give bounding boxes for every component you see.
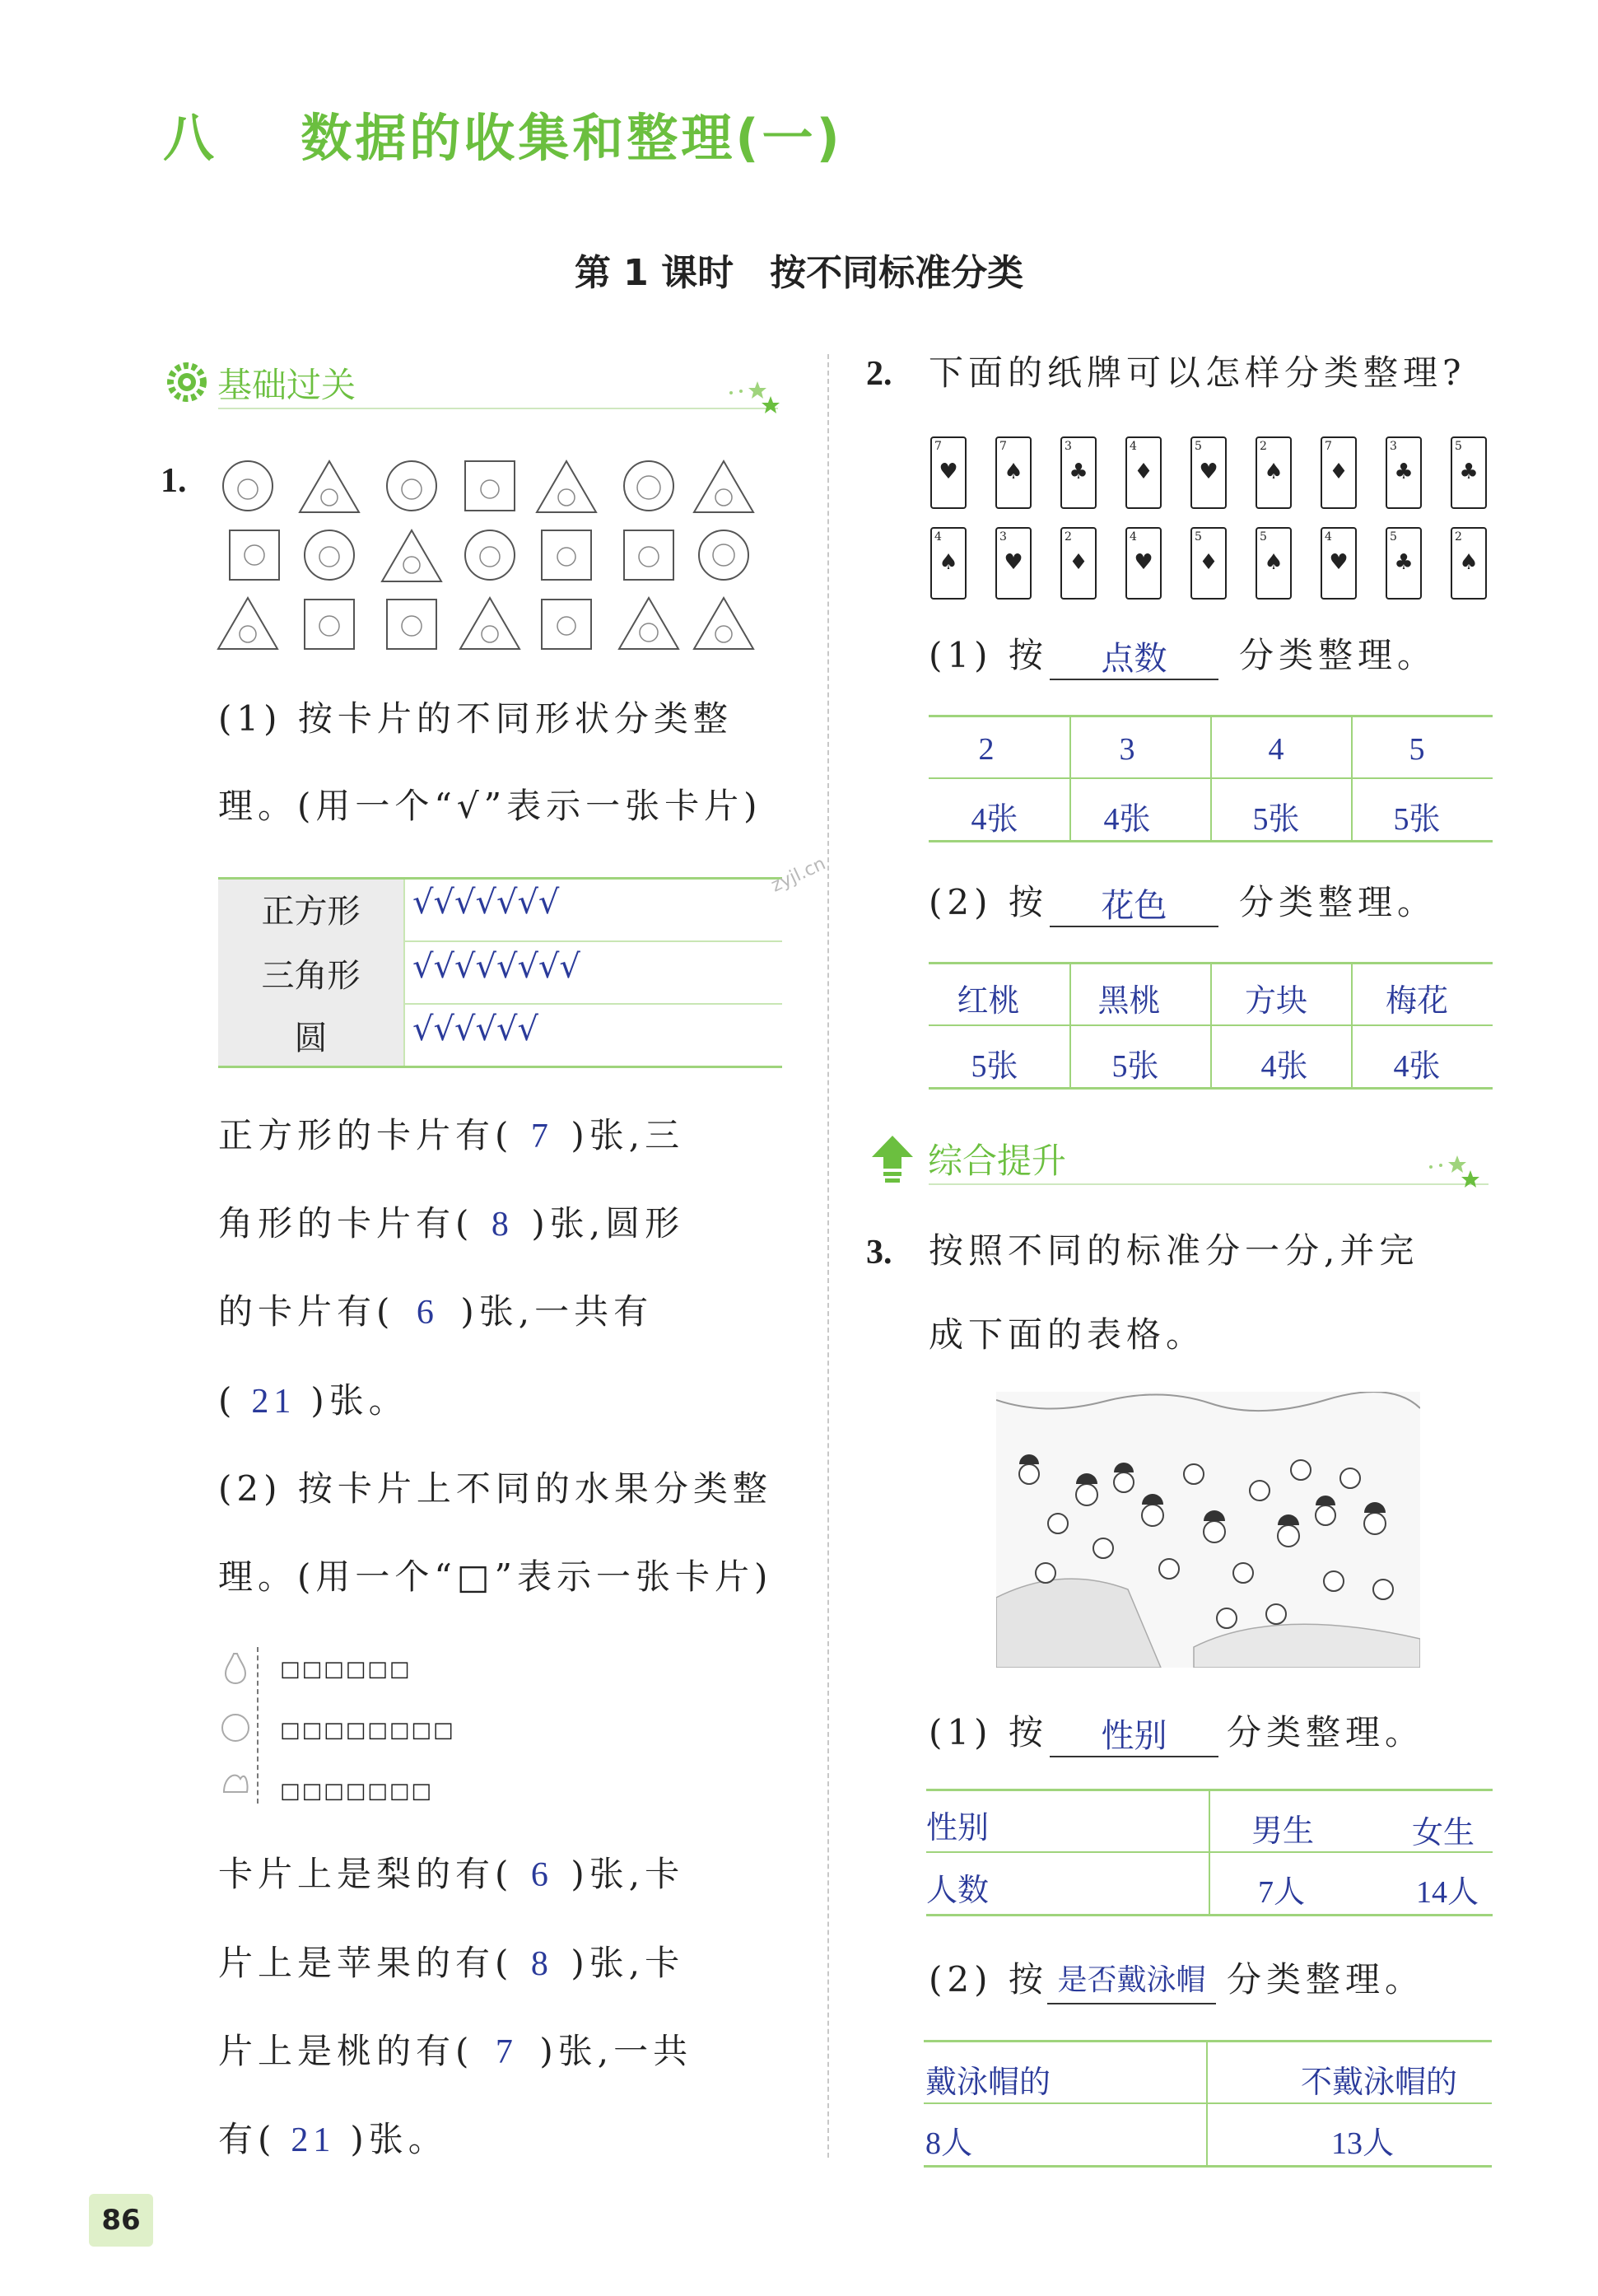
table-shape-square: 正方形 [261,893,361,931]
q2-suits-table [929,962,1493,1090]
square-card [305,600,354,649]
answer-pear-count: 6 [530,1856,553,1894]
square-card [465,461,515,511]
table-marks-square: √√√√√√√ [412,884,560,922]
playing-card [1060,527,1097,600]
female-count: 14人 [1416,1875,1479,1910]
card-rank: 7 [934,440,942,453]
bulb-arrow-icon [869,1132,916,1185]
card-suit-icon: ♣ [1394,460,1414,484]
playing-card [1190,436,1227,509]
points-header-3: 3 [1119,732,1135,767]
swimming-illustration [996,1392,1420,1668]
section-basic-title: 基础过关 [217,365,356,405]
q3-part1-pre: (1) 按 [929,1712,1048,1752]
apple-tally: □□□□□□□□ [280,1718,455,1743]
playing-card [1451,436,1487,509]
no-cap-header: 不戴泳帽的 [1301,2064,1458,2100]
triangle-card [694,461,753,512]
watermark: zyjl.cn [767,853,829,897]
card-rank: 5 [1195,440,1202,453]
q3-part1-post: 分类整理。 [1227,1712,1425,1752]
triangle-card [537,461,596,512]
triangle-card [218,598,277,649]
table-marks-circle: √√√√√√ [412,1010,538,1048]
peach-tally: □□□□□□□ [280,1779,433,1804]
q2-part1-post: 分类整理。 [1239,635,1437,675]
gender-row-label: 性别 [926,1809,990,1846]
answer-peach-count: 7 [495,2033,518,2071]
card-rank: 4 [1130,440,1137,453]
card-rank: 3 [1065,440,1072,453]
card-suit-icon: ♠ [1004,460,1023,484]
cap-header: 戴泳帽的 [925,2064,1051,2100]
playing-card [1125,436,1162,509]
points-header-4: 4 [1268,732,1284,767]
points-value-3: 4张 [1103,802,1151,837]
lesson-title: 第 1 课时 按不同标准分类 [574,252,1024,294]
q3-part2-post: 分类整理。 [1227,1959,1425,2000]
q2-points-table [929,715,1493,843]
q3-line2: 成下面的表格。 [929,1314,1206,1355]
card-suit-icon: ♥ [1329,550,1349,575]
q1-fill2-line1: 卡片上是梨的有( 6 )张,卡 [218,1854,685,1894]
q1-fill2-line3: 片上是桃的有( 7 )张,一共 [218,2031,693,2071]
playing-card [995,527,1032,600]
shape-cards-grid [216,458,759,656]
section-basic-line [218,408,778,409]
table-shape-triangle: 三角形 [261,957,361,995]
q2-part1-blank: 点数 [1050,632,1218,680]
card-suit-icon: ♦ [1199,550,1218,575]
answer-triangle-count: 8 [491,1206,514,1244]
suit-header-clubs: 梅花 [1385,982,1448,1019]
q1-part2-line1: (2) 按卡片上不同的水果分类整 [218,1468,772,1509]
q3-gender-table [926,1789,1493,1917]
card-suit-icon: ♣ [1459,460,1479,484]
table-shape-circle: 圆 [294,1020,328,1057]
q1-fill1-line4: ( 21 )张。 [218,1380,408,1421]
gear-icon [163,358,211,406]
card-rank: 3 [999,530,1007,544]
card-rank: 2 [1065,530,1072,544]
card-suit-icon: ♠ [939,550,958,575]
playing-card [1321,436,1357,509]
fruit-tally [216,1647,710,1812]
q3-part2-pre: (2) 按 [929,1959,1048,2000]
card-suit-icon: ♦ [1134,460,1153,484]
q3-line1: 按照不同的标准分一分,并完 [929,1230,1419,1271]
circle-card [223,461,273,511]
circle-card [624,461,673,511]
q3-number: 3. [866,1234,892,1272]
playing-card [1125,527,1162,600]
answer-total-shapes: 21 [251,1383,296,1421]
square-card [230,530,279,580]
playing-card [1386,527,1422,600]
q1-fill1-line3: 的卡片有( 6 )张,一共有 [218,1291,654,1332]
q1-part2-line2: 理。(用一个“□”表示一张卡片) [218,1556,773,1597]
card-rank: 5 [1195,530,1202,544]
playing-card [930,527,967,600]
suit-value-hearts: 5张 [971,1049,1018,1084]
male-count: 7人 [1258,1875,1306,1910]
chapter-name: 数据的收集和整理(一) [300,108,843,168]
q1-fill2-line4: 有( 21 )张。 [218,2119,448,2159]
playing-card [1256,436,1292,509]
suit-value-diamonds: 4张 [1260,1049,1308,1084]
table-marks-triangle: √√√√√√√√ [412,948,580,986]
playing-card [930,436,967,509]
count-row-label: 人数 [926,1872,990,1908]
card-suit-icon: ♠ [1264,550,1284,575]
points-header-5: 5 [1409,732,1425,767]
answer-circle-count: 6 [416,1294,439,1332]
suit-header-spades: 黑桃 [1097,982,1161,1019]
playing-cards [930,436,1507,601]
q2-part2-pre: (2) 按 [929,882,1048,922]
card-rank: 4 [1130,530,1137,544]
card-rank: 3 [1390,440,1397,453]
card-rank: 4 [1325,530,1332,544]
section-advanced-title: 综合提升 [928,1141,1067,1181]
gender-female-header: 女生 [1412,1814,1475,1850]
q2-number: 2. [866,355,892,393]
card-suit-icon: ♣ [1394,550,1414,575]
answer-square-count: 7 [530,1118,553,1155]
suit-header-hearts: 红桃 [957,982,1020,1019]
circle-card [465,530,515,580]
q3-part1-blank: 性别 [1050,1710,1218,1757]
triangle-card [460,598,519,649]
square-card [624,530,673,580]
gender-male-header: 男生 [1251,1813,1315,1849]
q2-text: 下面的纸牌可以怎样分类整理? [929,352,1466,393]
card-rank: 5 [1260,530,1267,544]
chapter-title [163,97,843,170]
card-suit-icon: ♥ [1134,550,1153,575]
card-suit-icon: ♥ [1004,550,1023,575]
q1-fill2-line2: 片上是苹果的有( 8 )张,卡 [218,1943,685,1983]
triangle-card [300,461,359,512]
section-advanced-line [929,1183,1489,1185]
square-card [387,600,436,649]
playing-card [1321,527,1357,600]
q2-part2-post: 分类整理。 [1239,882,1437,922]
circle-card [699,530,748,580]
suit-value-spades: 5张 [1111,1049,1159,1084]
q2-part1-pre: (1) 按 [929,635,1048,675]
card-rank: 5 [1455,440,1462,453]
card-rank: 2 [1260,440,1267,453]
pear-icon [226,1654,245,1683]
square-card [542,600,591,649]
card-suit-icon: ♥ [1199,460,1218,484]
page-number: 86 [89,2194,153,2247]
card-rank: 4 [934,530,942,544]
q1-part1-line2: 理。(用一个“√”表示一张卡片) [218,786,762,826]
answer-apple-count: 8 [530,1945,553,1983]
circle-card [305,530,354,580]
q2-part2-blank: 花色 [1050,880,1218,927]
cap-count: 8人 [925,2126,973,2161]
points-value-2: 4张 [971,802,1018,837]
card-rank: 5 [1390,530,1397,544]
star-decoration-icon [1424,1149,1482,1190]
chapter-number: 八 [163,108,218,168]
answer-total-fruits: 21 [291,2121,336,2159]
q3-cap-table [924,2040,1492,2168]
card-rank: 7 [999,440,1007,453]
card-suit-icon: ♠ [1264,460,1284,484]
points-header-2: 2 [978,732,995,767]
suit-header-diamonds: 方块 [1244,982,1307,1019]
card-rank: 7 [1325,440,1332,453]
q3-part2-blank: 是否戴泳帽 [1047,1957,1216,2004]
q1-fill1-line1: 正方形的卡片有( 7 )张,三 [218,1115,685,1155]
playing-card [1451,527,1487,600]
square-card [542,530,591,580]
q1-shape-table [218,877,782,1068]
column-divider [827,354,829,2158]
apple-icon [222,1715,249,1741]
pear-tally: □□□□□□ [280,1657,412,1682]
playing-card [995,436,1032,509]
card-suit-icon: ♥ [939,460,958,484]
q1-part1-line1: (1) 按卡片的不同形状分类整 [218,698,733,739]
peach-icon [224,1776,248,1792]
q1-fill1-line2: 角形的卡片有( 8 )张,圆形 [218,1203,685,1244]
playing-card [1386,436,1422,509]
playing-card [1060,436,1097,509]
card-suit-icon: ♠ [1459,550,1479,575]
no-cap-count: 13人 [1331,2126,1395,2161]
playing-card [1256,527,1292,600]
points-value-5: 5张 [1393,802,1441,837]
points-value-4: 5张 [1252,802,1300,837]
playing-card [1190,527,1227,600]
card-suit-icon: ♣ [1069,460,1088,484]
triangle-card [694,598,753,649]
q1-number: 1. [161,462,187,500]
star-decoration-icon [724,375,782,416]
card-suit-icon: ♦ [1329,460,1349,484]
circle-card [387,461,436,511]
suit-value-clubs: 4张 [1393,1049,1441,1084]
card-suit-icon: ♦ [1069,550,1088,575]
card-rank: 2 [1455,530,1462,544]
